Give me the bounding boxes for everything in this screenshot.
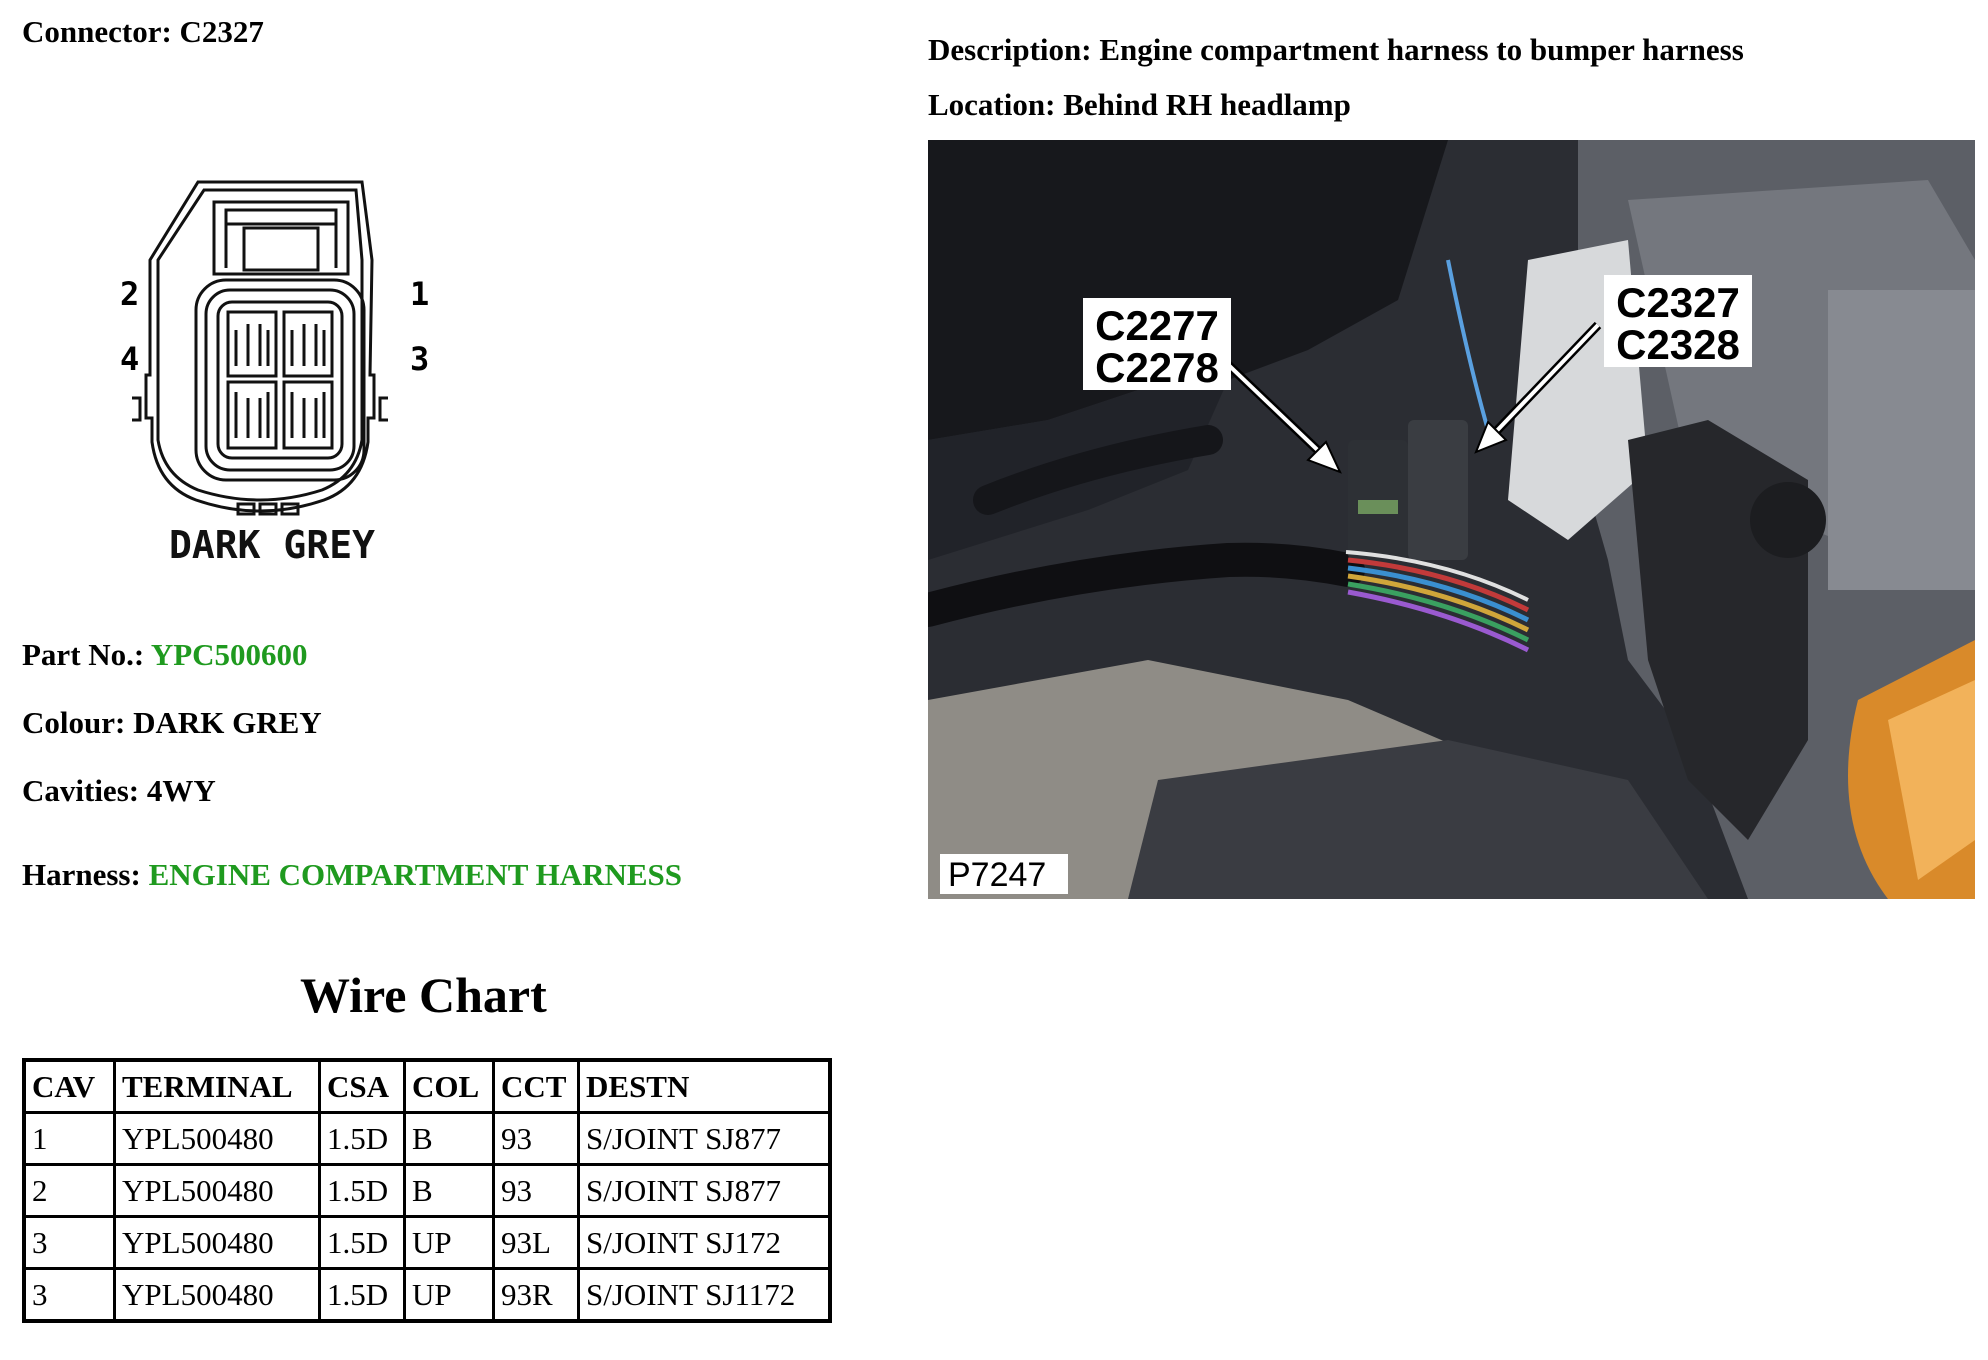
cell-col: UP [405, 1217, 494, 1269]
connector-label: Connector: [22, 14, 172, 49]
description-value: Engine compartment harness to bumper harness [1099, 32, 1744, 67]
cell-terminal: YPL500480 [115, 1217, 320, 1269]
callout-left-line-2: C2278 [1095, 344, 1219, 391]
cell-destn: S/JOINT SJ172 [579, 1217, 831, 1269]
table-row [24, 1269, 830, 1322]
cavities-label: Cavities: [22, 773, 140, 808]
cavities-line [22, 773, 216, 809]
cell-destn: S/JOINT SJ877 [579, 1113, 831, 1165]
table-row [24, 1113, 830, 1165]
harness-line [22, 857, 682, 893]
table-row [24, 1217, 830, 1269]
cell-terminal: YPL500480 [115, 1269, 320, 1322]
header-cct: CCT [494, 1060, 579, 1113]
part-no-line [22, 637, 308, 673]
wire-chart-title: Wire Chart [300, 967, 547, 1023]
header-col: COL [405, 1060, 494, 1113]
cell-terminal: YPL500480 [115, 1113, 320, 1165]
colour-label: Colour: [22, 705, 126, 740]
cell-csa: 1.5D [320, 1113, 405, 1165]
pin-4-label: 4 [120, 340, 140, 378]
part-no-value: YPC500600 [150, 637, 308, 672]
cell-col: B [405, 1165, 494, 1217]
cell-cct: 93R [494, 1269, 579, 1322]
colour-line [22, 705, 322, 741]
cell-terminal: YPL500480 [115, 1165, 320, 1217]
cell-col: B [405, 1113, 494, 1165]
cell-destn: S/JOINT SJ1172 [579, 1269, 831, 1322]
header-csa: CSA [320, 1060, 405, 1113]
connector-value: C2327 [179, 14, 264, 49]
cell-csa: 1.5D [320, 1165, 405, 1217]
diagram-colour-caption: DARK GREY [169, 523, 375, 567]
table-row [24, 1165, 830, 1217]
description-label: Description: [928, 32, 1092, 67]
cell-destn: S/JOINT SJ877 [579, 1165, 831, 1217]
harness-value: ENGINE COMPARTMENT HARNESS [148, 857, 683, 892]
cell-cav: 3 [24, 1269, 115, 1322]
callout-right-line-1: C2327 [1616, 279, 1740, 326]
cell-cav: 1 [24, 1113, 115, 1165]
cell-cav: 3 [24, 1217, 115, 1269]
harness-label: Harness: [22, 857, 141, 892]
pin-3-label: 3 [410, 340, 430, 378]
callout-left-line-1: C2277 [1095, 302, 1219, 349]
photo-id: P7247 [948, 856, 1047, 894]
description-line [928, 32, 1744, 68]
cell-csa: 1.5D [320, 1217, 405, 1269]
cell-cct: 93 [494, 1113, 579, 1165]
header-terminal: TERMINAL [115, 1060, 320, 1113]
header-destn: DESTN [579, 1060, 831, 1113]
pin-1-label: 1 [410, 275, 430, 313]
part-no-label: Part No.: [22, 637, 145, 672]
colour-value: DARK GREY [133, 705, 322, 740]
cell-col: UP [405, 1269, 494, 1322]
cell-csa: 1.5D [320, 1269, 405, 1322]
location-photo [928, 140, 1975, 899]
cavities-value: 4WY [146, 773, 216, 808]
location-value: Behind RH headlamp [1063, 87, 1351, 122]
cell-cct: 93 [494, 1165, 579, 1217]
wire-chart-header-row [24, 1060, 830, 1113]
location-line [928, 87, 1351, 123]
wire-chart-table [22, 1058, 832, 1323]
connector-line [22, 14, 264, 50]
pin-2-label: 2 [120, 275, 140, 313]
location-photo-illustration [928, 140, 1975, 899]
connector-face-diagram [100, 170, 460, 570]
location-label: Location: [928, 87, 1056, 122]
callout-right-line-2: C2328 [1616, 321, 1740, 368]
cell-cct: 93L [494, 1217, 579, 1269]
header-cav: CAV [24, 1060, 115, 1113]
cell-cav: 2 [24, 1165, 115, 1217]
